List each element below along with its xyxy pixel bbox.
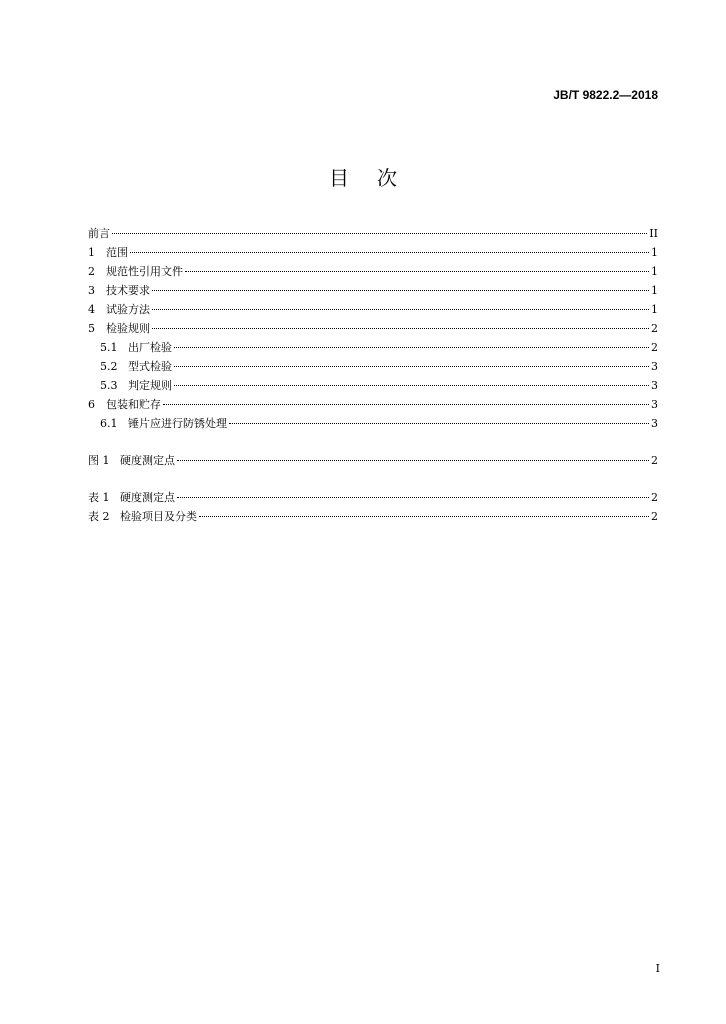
- toc-page: 3: [651, 417, 658, 430]
- page-title: 目次: [329, 166, 425, 190]
- toc-leader: [152, 298, 649, 310]
- toc-leader: [199, 505, 649, 517]
- toc-leader: [130, 241, 649, 253]
- toc-number: 2: [88, 265, 95, 278]
- table-of-contents: [88, 224, 658, 526]
- toc-number: 图 1: [88, 454, 110, 467]
- toc-label: 型式检验: [128, 360, 172, 373]
- toc-leader: [174, 336, 649, 348]
- toc-label: 出厂检验: [128, 341, 172, 354]
- toc-number: 5.1: [100, 341, 118, 354]
- toc-number: 表 1: [88, 491, 110, 504]
- toc-figure-entry[interactable]: [88, 451, 658, 470]
- toc-leader: [185, 260, 649, 272]
- toc-page: II: [649, 227, 658, 240]
- toc-leader: [152, 317, 649, 329]
- toc-label: 包装和贮存: [106, 398, 161, 411]
- toc-page: 2: [651, 454, 658, 467]
- toc-label: 硬度测定点: [120, 491, 175, 504]
- toc-label: 技术要求: [106, 284, 150, 297]
- toc-leader: [177, 449, 649, 461]
- toc-label: 规范性引用文件: [106, 265, 183, 278]
- toc-page: 2: [651, 322, 658, 335]
- toc-number: 6: [88, 398, 95, 411]
- toc-page: 1: [651, 303, 658, 316]
- page-number: I: [655, 962, 660, 975]
- toc-number: 表 2: [88, 510, 110, 523]
- toc-table-entry[interactable]: [88, 507, 658, 526]
- toc-number: 4: [88, 303, 95, 316]
- toc-leader: [152, 279, 649, 291]
- toc-leader: [163, 393, 649, 405]
- toc-leader: [174, 355, 649, 367]
- toc-page: 3: [651, 379, 658, 392]
- toc-number: 5.2: [100, 360, 118, 373]
- toc-page: 1: [651, 284, 658, 297]
- toc-page: 3: [651, 360, 658, 373]
- toc-number: 5.3: [100, 379, 118, 392]
- toc-leader: [177, 486, 649, 498]
- toc-number: 6.1: [100, 417, 118, 430]
- toc-number: 1: [88, 246, 95, 259]
- toc-page: 2: [651, 491, 658, 504]
- toc-page: 2: [651, 341, 658, 354]
- toc-label: 硬度测定点: [120, 454, 175, 467]
- toc-label: 检验项目及分类: [120, 510, 197, 523]
- toc-leader: [112, 222, 647, 234]
- toc-number: 5: [88, 322, 95, 335]
- toc-label: 检验规则: [106, 322, 150, 335]
- toc-page: 1: [651, 246, 658, 259]
- toc-leader: [174, 374, 649, 386]
- toc-entry[interactable]: [88, 414, 658, 433]
- toc-label: 范围: [106, 246, 128, 259]
- toc-label: 锤片应进行防锈处理: [128, 417, 227, 430]
- toc-page: 3: [651, 398, 658, 411]
- toc-page: 2: [651, 510, 658, 523]
- toc-leader: [229, 412, 649, 424]
- toc-page: 1: [651, 265, 658, 278]
- standard-code: JB/T 9822.2—2018: [553, 88, 658, 102]
- toc-label: 试验方法: [106, 303, 150, 316]
- toc-number: 3: [88, 284, 95, 297]
- toc-label: 前言: [88, 227, 110, 240]
- toc-label: 判定规则: [128, 379, 172, 392]
